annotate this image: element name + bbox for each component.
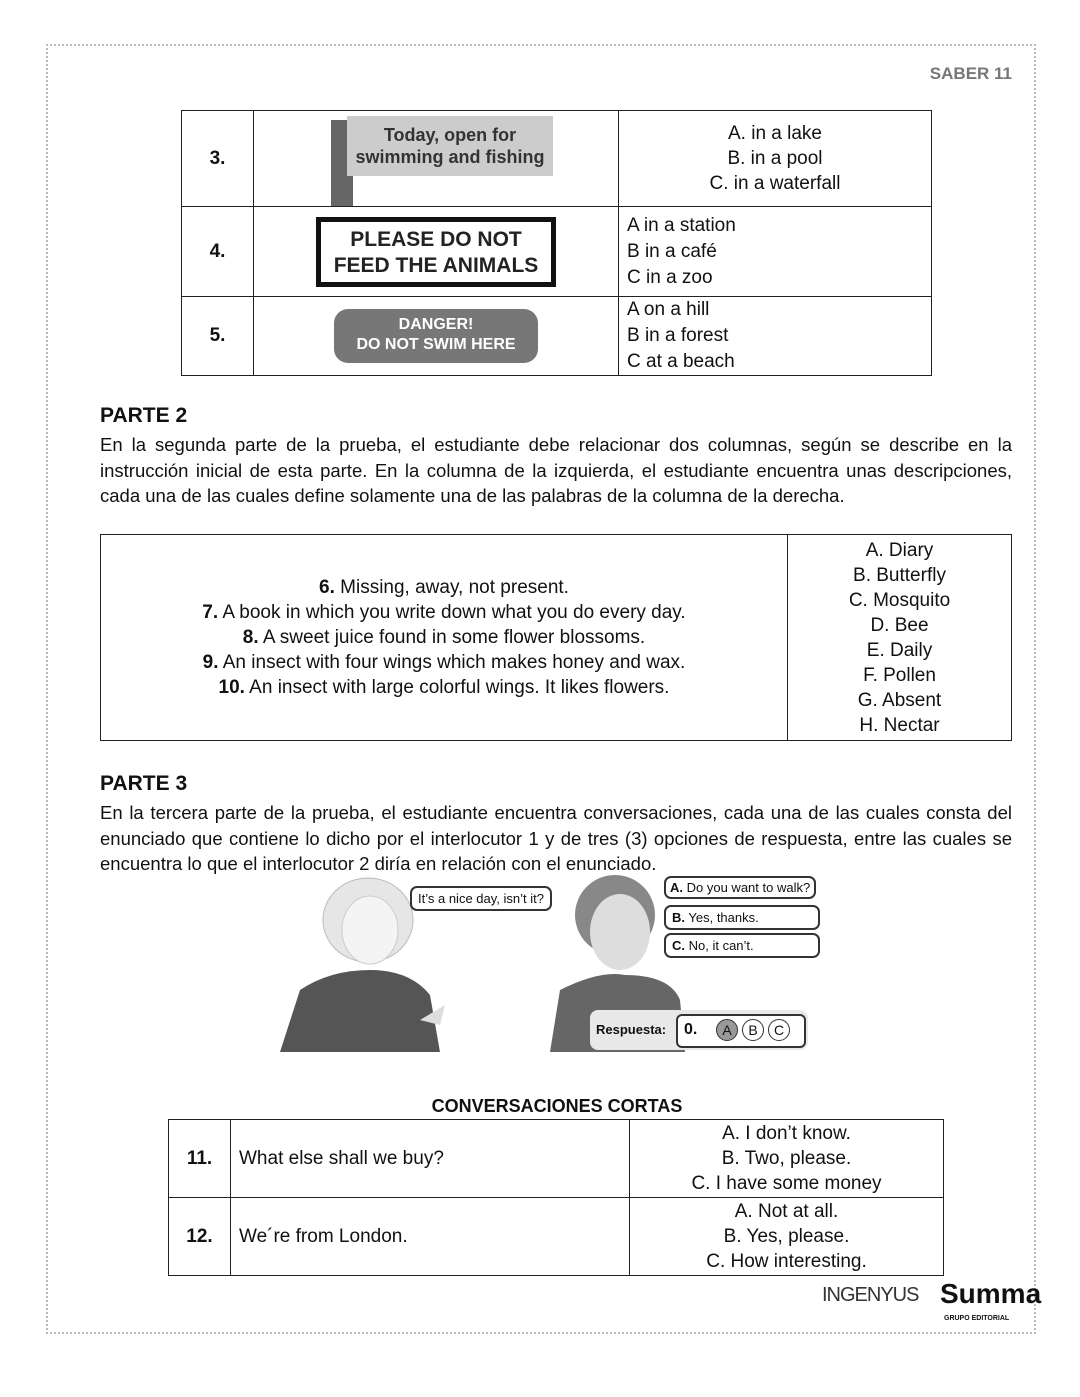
description-item: 8. A sweet juice found in some flower blossoms.: [242, 627, 646, 648]
table-row: [169, 1198, 944, 1276]
question-text: We´re from London.: [231, 1198, 630, 1276]
part3-text: En la tercera parte de la prueba, el estudiante encuentra conversaciones, cada una de las cuales consta del enunciado que contiene lo dicho por el interlocutor 1 y de tres (3) opciones de respuesta, entre las cuales se encuentra lo que el interlocutor 2 diría en relación con el enunciado.: [100, 802, 1012, 874]
option: A in a station: [627, 214, 736, 236]
words-cell: [788, 535, 1012, 741]
description-item: 9. An insect with four wings which makes honey and wax.: [202, 652, 686, 673]
word-option: A. Diary: [865, 539, 934, 561]
question-number: 4.: [182, 207, 254, 297]
speech-bubble-prompt: It’s a nice day, isn’t it?: [410, 886, 552, 911]
answer-number: 0.: [684, 1021, 698, 1038]
question-number: 3.: [182, 111, 254, 207]
option: A. I don’t know.: [722, 1123, 851, 1144]
answer-box: [590, 1010, 808, 1050]
sign-text: FEED THE ANIMALS: [333, 253, 539, 277]
option: C in a zoo: [627, 266, 713, 288]
sign-cell: [254, 207, 619, 297]
word-option: C. Mosquito: [848, 589, 951, 611]
option: B. Yes, please.: [723, 1226, 850, 1247]
part3-title: PARTE 3: [100, 772, 188, 795]
ingenyus-logo: INGENYUS: [822, 1284, 919, 1306]
part2-text: En la segunda parte de la prueba, el estudiante debe relacionar dos columnas, según se describe en la instrucción inicial de esta parte. En la columna de la izquierda, el estudiante encuentra unas descripciones, cada una de las cuales define solamente una de las palabras de la columna de la derecha.: [100, 434, 1012, 506]
signs-table: [181, 110, 932, 376]
word-option: E. Daily: [866, 639, 933, 661]
descriptions-cell: [101, 535, 788, 741]
sign-text: DO NOT SWIM HERE: [356, 336, 516, 353]
option: B in a café: [627, 240, 717, 262]
word-option: H. Nectar: [859, 714, 940, 736]
option: B. Two, please.: [721, 1148, 852, 1169]
example-illustration: [280, 870, 840, 1052]
question-number: 11.: [169, 1120, 231, 1198]
sign-text: DANGER!: [398, 316, 474, 333]
sign-image: [316, 217, 556, 287]
word-option: F. Pollen: [863, 664, 936, 686]
table-row: [182, 297, 932, 376]
option: A. in a lake: [728, 123, 822, 144]
part2-title: PARTE 2: [100, 404, 188, 427]
sign-text: PLEASE DO NOT: [350, 227, 522, 251]
option: A on a hill: [627, 299, 710, 320]
word-option: D. Bee: [870, 614, 929, 636]
table-row: [182, 111, 932, 207]
option: B. in a pool: [727, 148, 823, 169]
summa-logo: Summa: [940, 1278, 1042, 1309]
sign-text: swimming and fishing: [355, 146, 545, 167]
sign-cell: [254, 297, 619, 376]
header-label: SABER 11: [929, 64, 1012, 83]
option-bubble-b: B. Yes, thanks.: [664, 905, 820, 930]
answer-label: Respuesta:: [596, 1022, 667, 1037]
option: C at a beach: [627, 351, 735, 372]
summa-subtitle: GRUPO EDITORIAL: [944, 1315, 1010, 1322]
sign-image: [334, 309, 538, 363]
question-number: 12.: [169, 1198, 231, 1276]
word-option: G. Absent: [857, 689, 942, 711]
option: C. in a waterfall: [709, 173, 841, 194]
answer-bubble-c: C: [768, 1019, 790, 1041]
table-row: [169, 1120, 944, 1198]
section-title: CONVERSACIONES CORTAS: [431, 1096, 683, 1116]
description-item: 7. A book in which you write down what you do every day.: [202, 602, 686, 623]
table-row: [182, 207, 932, 297]
option: C. I have some money: [691, 1173, 882, 1194]
answer-bubble-b: B: [742, 1019, 764, 1041]
option-bubble-c: C. No, it can’t.: [664, 933, 820, 958]
question-number: 5.: [182, 297, 254, 376]
sign-image: [331, 116, 545, 202]
sign-text: Today, open for: [383, 124, 517, 145]
description-item: 6. Missing, away, not present.: [319, 577, 569, 598]
option: C. How interesting.: [706, 1251, 867, 1272]
sign-cell: [254, 111, 619, 207]
matching-table: [100, 534, 1012, 741]
option: A. Not at all.: [734, 1201, 839, 1222]
answer-bubble-a: A: [716, 1019, 738, 1041]
description-item: 10. An insect with large colorful wings. It likes flowers.: [218, 677, 670, 698]
question-text: What else shall we buy?: [231, 1120, 630, 1198]
conversations-table: [168, 1119, 944, 1276]
option-bubble-a: A. Do you want to walk?: [664, 876, 816, 899]
option: B in a forest: [627, 325, 729, 346]
word-option: B. Butterfly: [853, 564, 946, 586]
